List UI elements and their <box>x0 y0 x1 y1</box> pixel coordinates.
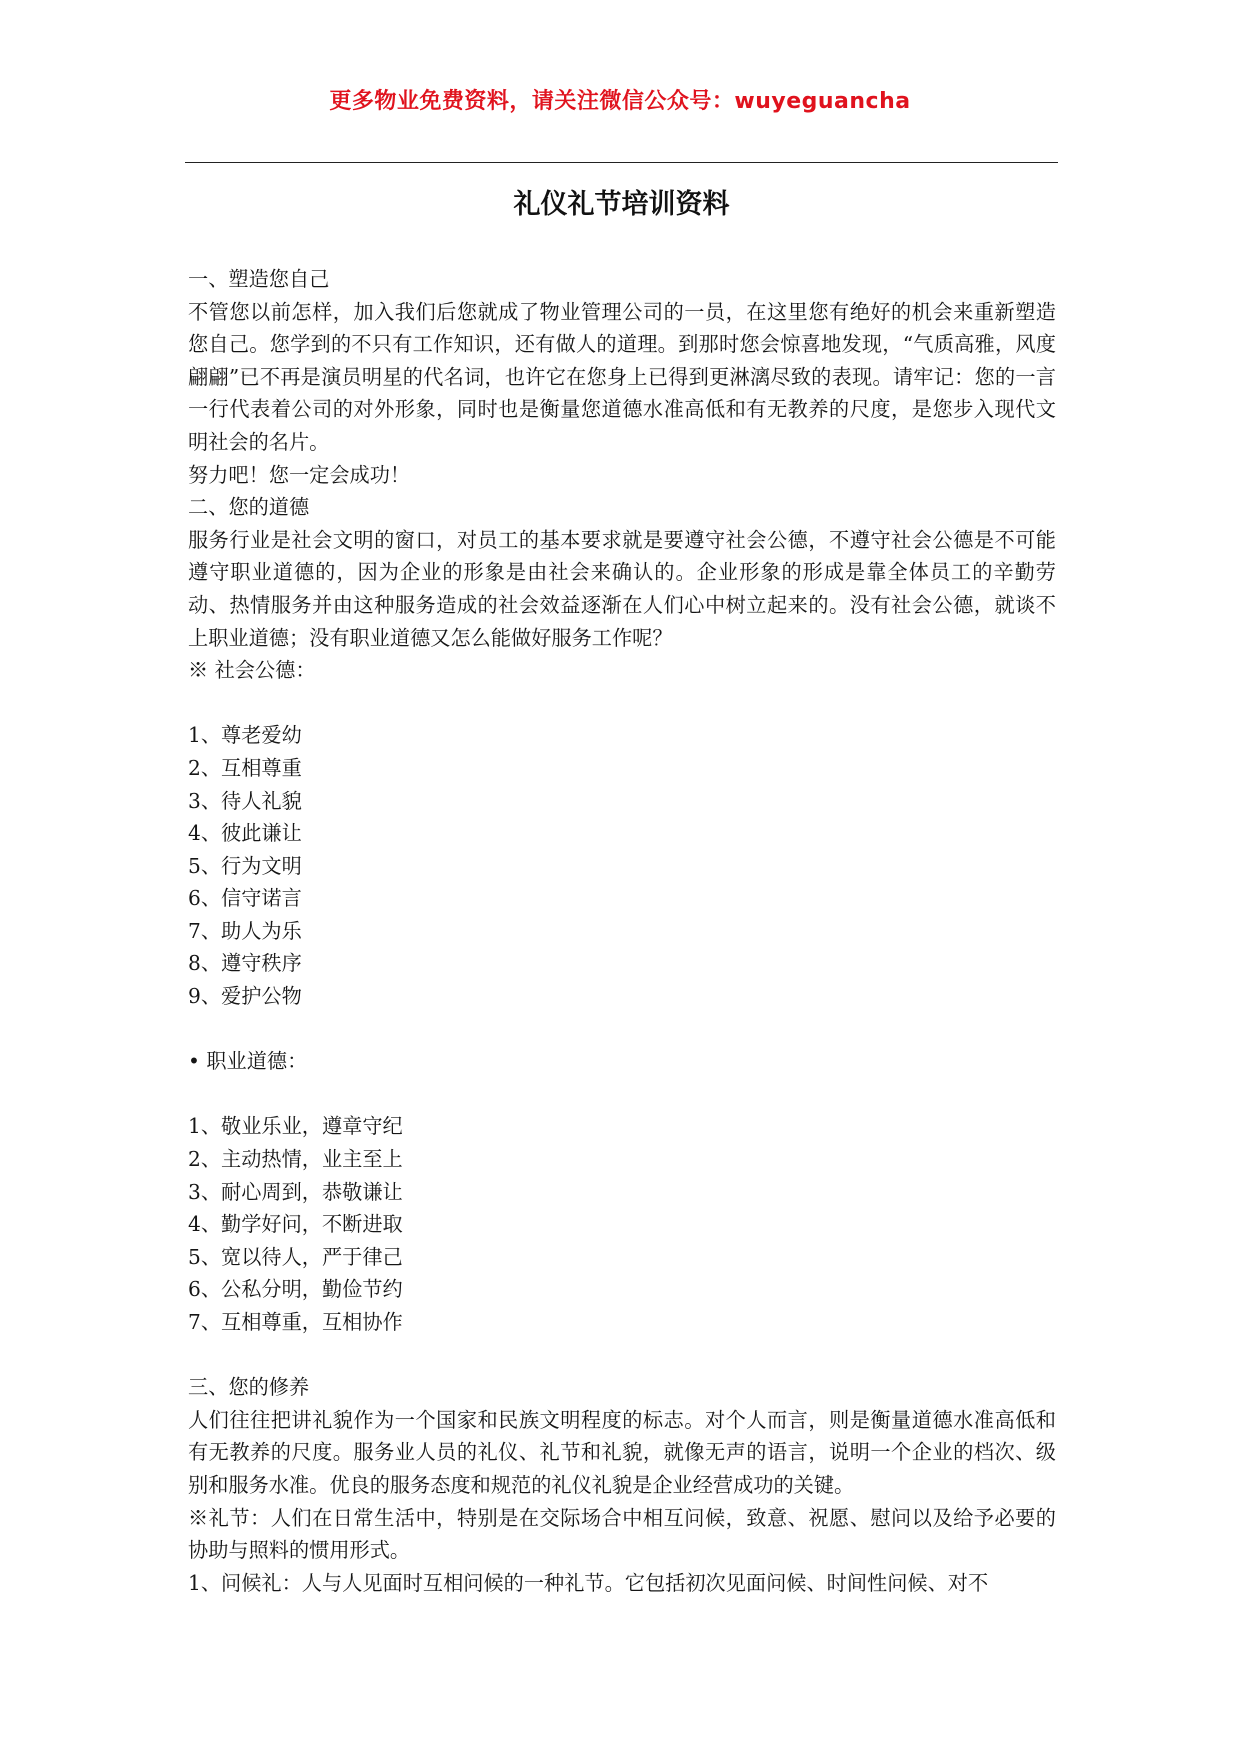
list-item: 3、待人礼貌 <box>188 788 302 813</box>
greeting-etiquette: 1、问候礼：人与人见面时互相问候的一种礼节。它包括初次见面问候、时间性问候、对不 <box>188 1570 989 1595</box>
list-item: 7、互相尊重，互相协作 <box>188 1310 403 1334</box>
list-item: 1、敬业乐业，遵章守纪 <box>188 1114 403 1139</box>
list-item: 1、尊老爱幼 <box>188 723 302 748</box>
list-item: 7、助人为乐 <box>188 918 302 943</box>
list-item: 4、勤学好问，不断进取 <box>188 1212 403 1237</box>
section-paragraph-3: 人们往往把讲礼貌作为一个国家和民族文明程度的标志。对个人而言，则是衡量道德水准高低和有无教养的尺度。服务业人员的礼仪、礼节和礼貌，就像无声的语言，说明一个企业的档次、级别和服务水准。优良的服务态度和规范的礼仪礼貌是企业经营成功的关键。 <box>188 1407 1056 1497</box>
section-heading-1: 一、塑造您自己 <box>188 267 330 291</box>
promo-banner: 更多物业免费资料，请关注微信公众号：wuyeguancha <box>329 89 911 114</box>
social-ethics-list <box>188 719 1056 1012</box>
list-item: 6、信守诺言 <box>188 886 302 911</box>
list-item: 5、宽以待人，严于律己 <box>188 1244 403 1269</box>
list-item: 2、互相尊重 <box>188 755 302 780</box>
section-heading-3: 三、您的修养 <box>188 1375 310 1400</box>
list-item: 4、彼此谦让 <box>188 821 302 846</box>
section-heading-2: 二、您的道德 <box>188 495 310 520</box>
section-paragraph-2: 服务行业是社会文明的窗口，对员工的基本要求就是要遵守社会公德，不遵守社会公德是不可能遵守职业道德的，因为企业的形象是由社会来确认的。企业形象的形成是靠全体员工的辛勤劳动、热情服务并由这种服务造成的社会效益逐渐在人们心中树立起来的。没有社会公德，就谈不上职业道德；没有职业道德又怎么能做好服务工作呢？ <box>188 527 1056 650</box>
list-item: 6、公私分明，勤俭节约 <box>188 1277 403 1302</box>
encourage-line: 努力吧！您一定会成功！ <box>188 462 411 487</box>
document-title: 礼仪礼节培训资料 <box>513 189 730 220</box>
list-item: 9、爱护公物 <box>188 984 302 1009</box>
blank-line <box>188 1339 1056 1372</box>
blank-line <box>188 1013 1056 1046</box>
list-item: 2、主动热情，业主至上 <box>188 1147 403 1172</box>
social-ethics-heading: ※ 社会公德： <box>188 658 316 683</box>
etiquette-definition: ※礼节：人们在日常生活中，特别是在交际场合中相互问候，致意、祝愿、慰问以及给予必要的协助与照料的惯用形式。 <box>188 1505 1056 1563</box>
blank-line <box>188 687 1056 720</box>
professional-ethics-heading: • 职业道德： <box>188 1049 308 1074</box>
professional-ethics-list <box>188 1110 1056 1338</box>
document-body <box>188 263 1056 1599</box>
blank-line <box>188 1078 1056 1111</box>
section-paragraph-1: 不管您以前怎样，加入我们后您就成了物业管理公司的一员，在这里您有绝好的机会来重新塑造您自己。您学到的不只有工作知识，还有做人的道理。到那时您会惊喜地发现，“气质高雅，风度翩翩”已不再是演员明星的代名词，也许它在您身上已得到更淋漓尽致的表现。请牢记：您的一言一行代表着公司的对外形象，同时也是衡量您道德水准高低和有无教养的尺度，是您步入现代文明社会的名片。 <box>188 299 1056 454</box>
list-item: 8、遵守秩序 <box>188 951 302 976</box>
list-item: 5、行为文明 <box>188 853 302 878</box>
list-item: 3、耐心周到，恭敬谦让 <box>188 1179 403 1204</box>
header-divider <box>185 162 1058 163</box>
